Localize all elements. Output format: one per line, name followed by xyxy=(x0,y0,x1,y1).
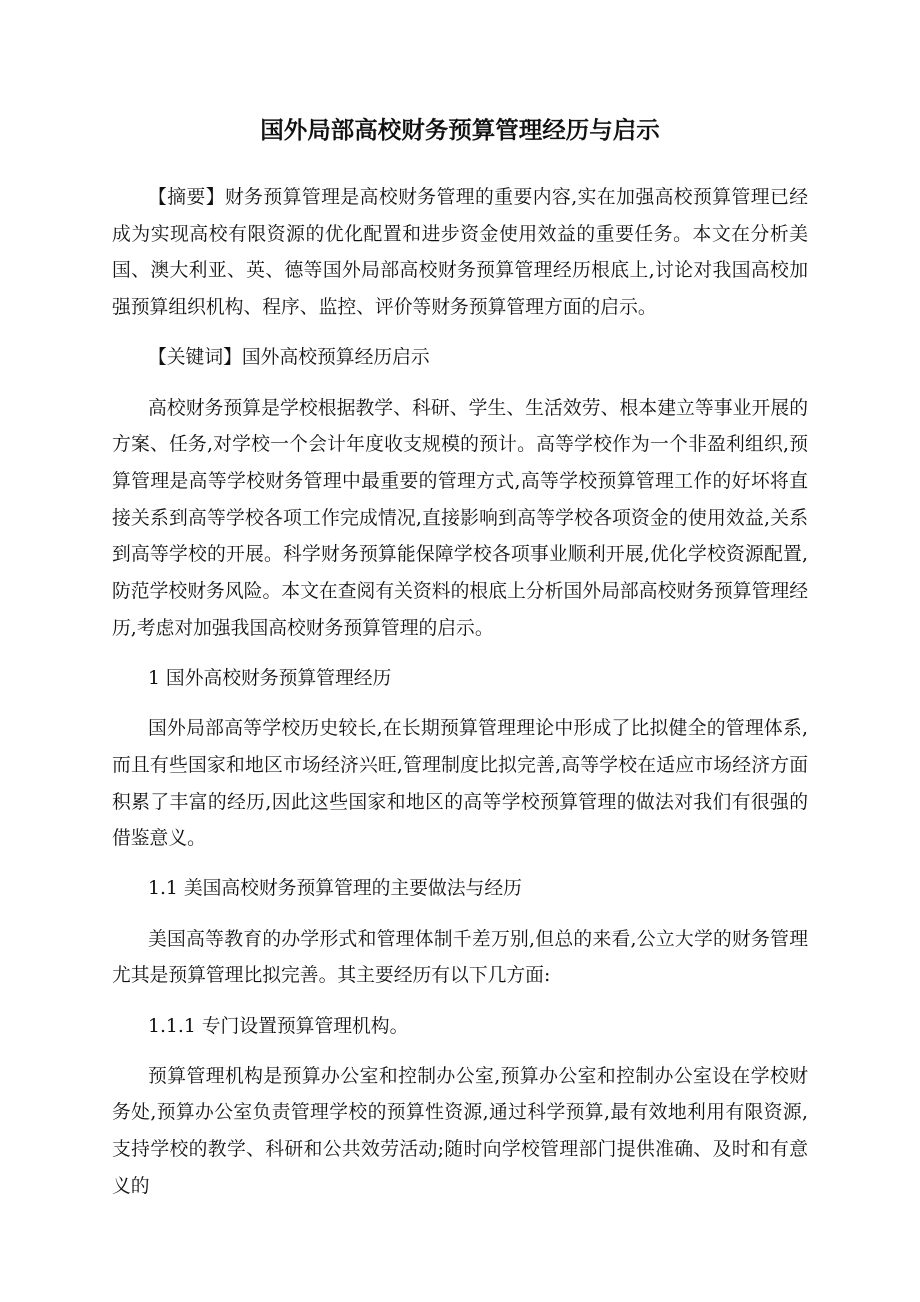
body-paragraph: 美国高等教育的办学形式和管理体制千差万别,但总的来看,公立大学的财务管理尤其是预算管理比拟完善。其主要经历有以下几方面: xyxy=(112,928,808,987)
keywords-paragraph: 【关键词】国外高校预算经历启示 xyxy=(148,347,430,369)
document-title: 国外局部高校财务预算管理经历与启示 xyxy=(260,116,660,144)
abstract-paragraph: 【摘要】财务预算管理是高校财务管理的重要内容,实在加强高校预算管理已经成为实现高校有限资源的优化配置和进步资金使用效益的重要任务。本文在分析美国、澳大利亚、英、德等国外局部高校财务预算管理经历根底上,讨论对我国高校加强预算组织机构、程序、监控、评价等财务预算管理方面的启示。 xyxy=(112,187,808,319)
body-paragraph: 国外局部高等学校历史较长,在长期预算管理理论中形成了比拟健全的管理体系,而且有些国家和地区市场经济兴旺,管理制度比拟完善,高等学校在适应市场经济方面积累了丰富的经历,因此这些国家和地区的高等学校预算管理的做法对我们有很强的借鉴意义。 xyxy=(112,718,808,850)
section-heading-1-1: 1.1 美国高校财务预算管理的主要做法与经历 xyxy=(148,878,522,900)
document-body xyxy=(112,180,808,1219)
body-paragraph: 预算管理机构是预算办公室和控制办公室,预算办公室和控制办公室设在学校财务处,预算办公室负责管理学校的预算性资源,通过科学预算,最有效地利用有限资源,支持学校的教学、科研和公共效劳活动;随时向学校管理部门提供准确、及时和有意义的 xyxy=(112,1065,808,1197)
section-heading-1-1-1: 1.1.1 专门设置预算管理机构。 xyxy=(148,1015,409,1037)
intro-paragraph: 高校财务预算是学校根据教学、科研、学生、生活效劳、根本建立等事业开展的方案、任务,对学校一个会计年度收支规模的预计。高等学校作为一个非盈利组织,预算管理是高等学校财务管理中最重要的管理方式,高等学校预算管理工作的好坏将直接关系到高等学校各项工作完成情况,直接影响到高等学校各项资金的使用效益,关系到高等学校的开展。科学财务预算能保障学校各项事业顺利开展,优化学校资源配置,防范学校财务风险。本文在查阅有关资料的根底上分析国外局部高校财务预算管理经历,考虑对加强我国高校财务预算管理的启示。 xyxy=(112,397,808,639)
section-heading-1: 1 国外高校财务预算管理经历 xyxy=(148,667,392,689)
